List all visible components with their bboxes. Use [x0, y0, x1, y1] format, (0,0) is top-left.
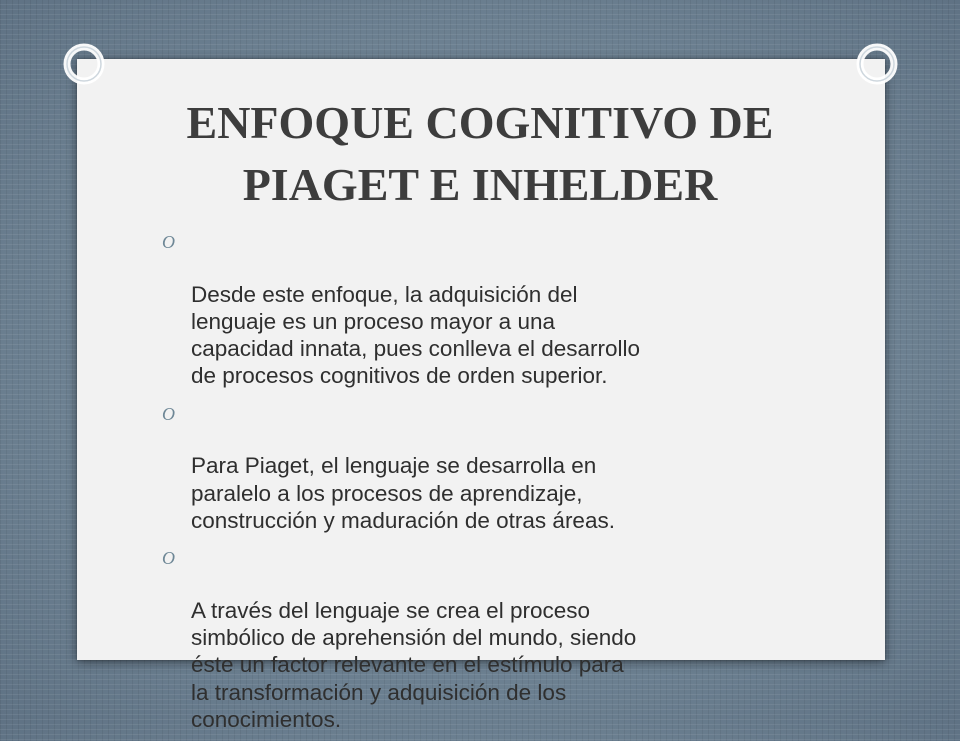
bullet-marker-icon: O: [162, 232, 175, 252]
slide-title: ENFOQUE COGNITIVO DE PIAGET E INHELDER: [186, 97, 774, 210]
bullet-marker-icon: O: [162, 403, 175, 424]
bullet-item: [160, 542, 800, 733]
bullet-item: [160, 398, 800, 534]
bullet-text: A través del lenguaje se crea el proceso simbólico de aprehensión del mundo, siendo éste un factor relevante en el estímulo para la transformación y adquisición de los conocimientos.: [191, 597, 637, 733]
thumbtack-left-icon: [62, 42, 106, 86]
bullet-list: [160, 226, 800, 741]
bullet-item: [160, 226, 800, 390]
thumbtack-right-icon: [855, 42, 899, 86]
bullet-marker-icon: O: [162, 548, 175, 569]
bullet-text: Desde este enfoque, la adquisición del lenguaje es un proceso mayor a una capacidad innata, pues conlleva el desarrollo de procesos cognitivos de orden superior.: [191, 281, 641, 389]
bullet-text: Para Piaget, el lenguaje se desarrolla en paralelo a los procesos de aprendizaje, construcción y maduración de otras áreas.: [191, 453, 615, 533]
